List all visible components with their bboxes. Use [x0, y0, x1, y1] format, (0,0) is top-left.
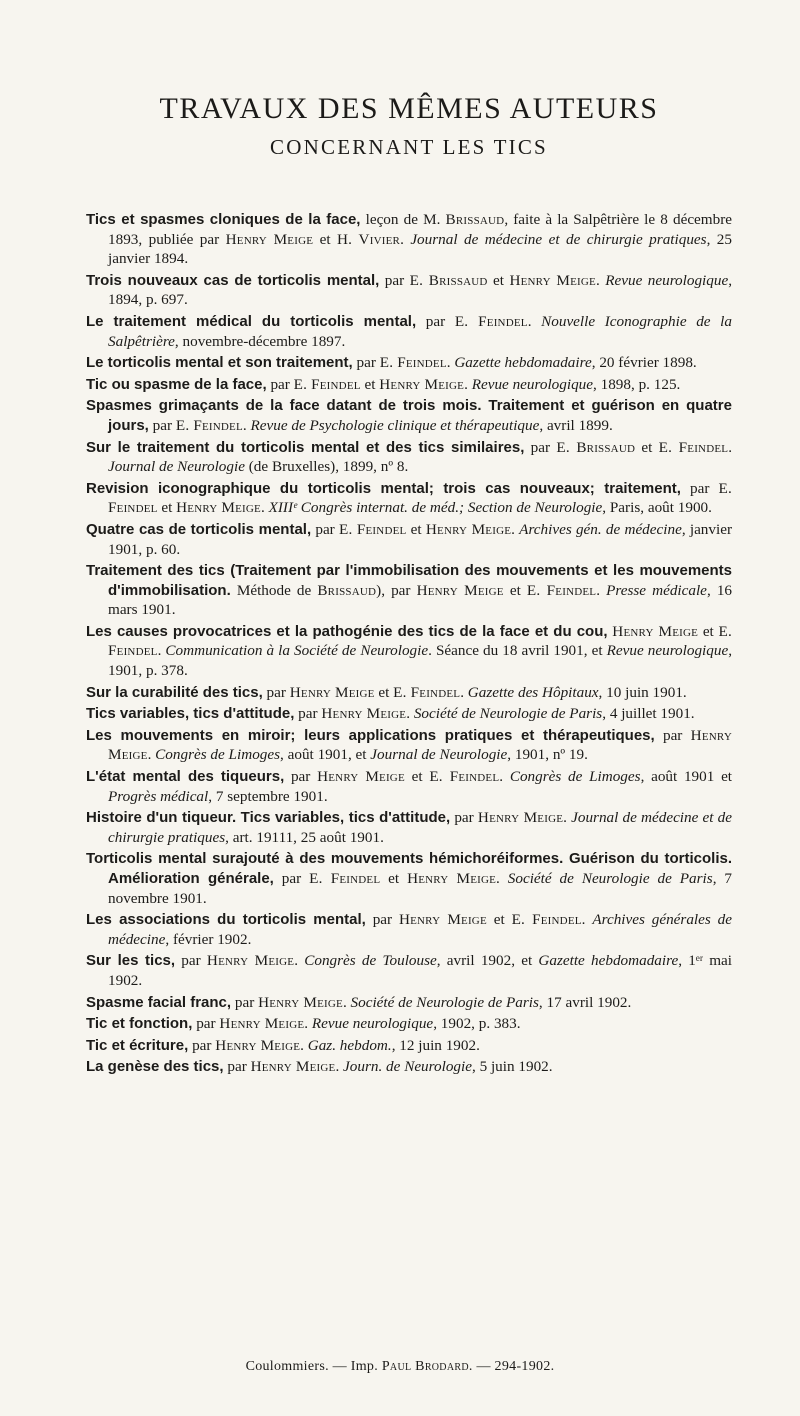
entry-author: Henry Meige	[215, 1036, 301, 1054]
entry-journal: Société de Neurologie de Paris	[507, 870, 713, 887]
entry-text: .	[460, 683, 468, 701]
entry-title: Torticolis mental surajouté à des mouvements hémichoréiformes. Guérison du torticolis. Amélioration générale,	[86, 850, 732, 887]
entry-text: , 1898, p. 125.	[593, 375, 681, 393]
entry-title: Les associations du torticolis mental,	[86, 911, 366, 929]
entry-title: Tics variables, tics d'attitude,	[86, 705, 295, 723]
entry-journal: Journal de Neurologie	[108, 458, 245, 476]
entry-text: par	[379, 271, 410, 289]
entry-author: Henry Meige	[219, 1015, 305, 1033]
entry-author: Henry Meige	[416, 581, 504, 599]
entry-journal: Gazette des Hôpitaux	[467, 683, 599, 701]
entry-text: et	[157, 499, 177, 517]
entry-text: par	[188, 1036, 216, 1054]
entry-title: Sur les tics,	[86, 952, 176, 970]
entry-author: Henry Meige	[407, 870, 497, 887]
entry-journal: Nouvelle Iconographie de la Salpêtrière	[108, 312, 732, 350]
entry-text: .	[728, 438, 732, 456]
entry-text: par	[450, 809, 478, 827]
entry-author: E. Feindel	[393, 683, 461, 701]
entry-journal: Archives générales de médecine	[108, 911, 732, 948]
entry-text: par	[231, 993, 259, 1011]
entry-journal: Congrès de Toulouse	[304, 952, 437, 970]
entry-author: Henry Meige	[289, 683, 375, 701]
entry-author: Henry Meige	[321, 705, 407, 723]
entry-text: , faite à la Salpêtrière le 8 décembre 1893, publiée par	[108, 211, 733, 248]
entry-text: et	[486, 911, 512, 929]
entry-author: E. Feindel	[108, 622, 732, 660]
entry-journal: Revue neurologique	[471, 375, 594, 393]
entry-text: , 4 juillet 1901.	[602, 705, 695, 723]
entry-text: , Paris, août 1900.	[602, 499, 712, 517]
entry-text: par	[284, 768, 318, 786]
entry-journal: Revue neurologique	[311, 1015, 434, 1033]
entry-journal: Progrès médical	[108, 787, 209, 805]
entry-author: Henry Meige	[379, 375, 465, 393]
entry-text: , avril 1899.	[539, 416, 613, 434]
entry-text: .	[260, 499, 269, 517]
bibliography-entry	[86, 561, 732, 620]
entry-text: leçon de M.	[360, 211, 446, 228]
bibliography-entry	[86, 951, 732, 990]
entry-text: .	[300, 1036, 308, 1054]
entry-text: , 12 juin 1902.	[391, 1036, 480, 1054]
bibliography-entry	[86, 375, 732, 395]
entry-title: Les causes provocatrices et la pathogénie des tics de la face et du cou,	[86, 622, 608, 640]
entry-text: et	[380, 870, 408, 887]
entry-journal: Revue de Psychologie clinique et thérapeutique	[250, 416, 540, 434]
bibliography-entry	[86, 683, 732, 703]
bibliography-entry	[86, 808, 732, 847]
entry-text: , 1902, p. 383.	[433, 1015, 521, 1033]
entry-author: Henry Meige	[425, 520, 512, 538]
entry-text: , août 1901 et	[640, 768, 733, 786]
entry-text: , février 1902.	[165, 930, 252, 948]
entry-text: et	[698, 622, 719, 640]
entry-journal: Gazette hebdomadaire	[454, 354, 592, 372]
bibliography-entry	[86, 1057, 732, 1077]
entry-author: Henry Meige	[612, 622, 699, 640]
entry-author: E. Feindel	[338, 520, 407, 538]
entry-author: E. Feindel	[108, 479, 732, 517]
entry-title: Tic et fonction,	[86, 1015, 193, 1033]
entry-text: par	[266, 375, 294, 393]
entry-author: Brissaud	[317, 581, 377, 599]
entry-text: Méthode de	[230, 581, 318, 599]
entry-text: .	[499, 768, 510, 786]
entry-author: E. Feindel	[293, 375, 361, 393]
bibliography-entry	[86, 210, 732, 269]
entry-text: , 1901, nº 19.	[507, 746, 588, 764]
entry-text: et	[635, 438, 659, 456]
entry-author: Henry Meige	[317, 768, 405, 786]
entry-journal: XIIIᵉ Congrès internat. de méd.; Section de Neurologie	[268, 499, 603, 517]
bibliography-entry	[86, 479, 732, 518]
entry-journal: Gazette hebdomadaire	[538, 952, 679, 970]
bibliography-entry	[86, 271, 732, 310]
entry-title: Spasmes grimaçants de la face datant de trois mois. Traitement et guérison en quatre jours,	[86, 397, 732, 434]
entry-author: E. Feindel	[526, 581, 597, 599]
bibliography-entry	[86, 438, 732, 477]
entry-text: , art. 19111, 25 août 1901.	[225, 828, 384, 846]
entry-text: , 25 janvier 1894.	[108, 230, 732, 268]
entry-text: .	[496, 870, 508, 887]
entry-text: , 1ᵉʳ mai 1902.	[108, 952, 733, 989]
entry-author: Henry Meige	[509, 271, 596, 289]
entry-text: .	[464, 375, 472, 393]
entry-journal: Journal de médecine et de chirurgie pratiques	[108, 809, 732, 846]
entry-title: Traitement des tics (Traitement par l'immobilisation des mouvements et les mouvements d'immobilisation.	[86, 562, 732, 599]
bibliography-list	[86, 210, 732, 1077]
imprint-printer: Paul Brodard	[381, 1359, 469, 1374]
entry-title: Les mouvements en miroir; leurs applications pratiques et thérapeutiques,	[86, 726, 655, 744]
entry-title: Quatre cas de torticolis mental,	[86, 520, 312, 538]
entry-title: Le traitement médical du torticolis mental,	[86, 312, 417, 330]
entry-text: , août 1901, et	[280, 746, 371, 764]
entry-author: E. Feindel	[658, 438, 729, 456]
bibliography-entry	[86, 312, 732, 351]
entry-text: par	[524, 438, 557, 456]
bibliography-entry	[86, 520, 732, 559]
entry-text: par	[273, 870, 310, 887]
bibliography-entry	[86, 849, 732, 908]
entry-text: par	[262, 683, 290, 701]
entry-author: E. Feindel	[429, 768, 500, 786]
entry-text: , 5 juin 1902.	[471, 1058, 553, 1076]
entry-text: .	[304, 1015, 312, 1033]
entry-author: E. Feindel	[175, 416, 243, 434]
entry-text: , 1901, p. 378.	[108, 642, 732, 680]
entry-text: .	[342, 993, 351, 1011]
entry-text: par	[311, 520, 339, 538]
entry-text: .	[147, 746, 156, 764]
entry-text: et	[313, 230, 338, 248]
entry-author: Henry Meige	[258, 993, 343, 1011]
entry-text: par	[175, 952, 207, 970]
entry-text: et	[374, 683, 394, 701]
bibliography-entry	[86, 396, 732, 435]
entry-text: , avril 1902, et	[436, 952, 539, 970]
entry-text: et	[503, 581, 527, 599]
entry-text: et	[406, 520, 426, 538]
entry-journal: Archives gén. de médecine	[519, 520, 682, 538]
entry-author: E. Brissaud	[556, 438, 636, 456]
entry-text: .	[446, 354, 455, 372]
entry-author: E. Feindel	[379, 354, 447, 372]
entry-text: , 10 juin 1901.	[598, 683, 687, 701]
bibliography-entry	[86, 353, 732, 373]
entry-author: Henry Meige	[108, 726, 732, 764]
entry-title: Sur la curabilité des tics,	[86, 683, 263, 701]
entry-text: , 17 avril 1902.	[538, 993, 632, 1011]
entry-text: par	[416, 312, 455, 330]
entry-text: par	[294, 705, 322, 723]
entry-text: , 20 février 1898.	[591, 354, 697, 372]
entry-author: Henry Meige	[250, 1058, 336, 1076]
entry-text: ), par	[376, 581, 417, 599]
entry-journal: Congrès de Limoges	[155, 746, 281, 764]
entry-author: Henry Meige	[225, 230, 314, 248]
bibliography-entry	[86, 726, 732, 765]
entry-title: L'état mental des tiqueurs,	[86, 768, 285, 786]
entry-text: , 1894, p. 697.	[108, 271, 732, 309]
entry-author: Henry Meige	[206, 952, 295, 970]
entry-journal: Communication à la Société de Neurologie	[165, 642, 429, 660]
entry-journal: Journ. de Neurologie	[343, 1058, 472, 1076]
entry-text: par	[148, 416, 176, 434]
entry-journal: Journal de médecine et de chirurgie pratiques	[410, 230, 707, 248]
entry-author: Brissaud	[445, 211, 505, 228]
entry-journal: Presse médicale	[606, 581, 707, 599]
entry-text: .	[527, 312, 542, 330]
entry-text: par	[654, 726, 691, 744]
entry-text: par	[352, 354, 380, 372]
entry-text: , janvier 1901, p. 60.	[108, 520, 733, 558]
entry-author: E. Feindel	[454, 312, 528, 330]
bibliography-entry	[86, 910, 732, 949]
entry-text: , 7 septembre 1901.	[208, 787, 328, 805]
entry-journal: Congrès de Limoges	[509, 768, 641, 786]
entry-title: Le torticolis mental et son traitement,	[86, 354, 353, 372]
entry-text: .	[406, 705, 414, 723]
entry-author: H. Vivier	[337, 230, 401, 248]
entry-text: .	[335, 1058, 344, 1076]
entry-text: .	[400, 230, 411, 248]
entry-text: .	[595, 271, 606, 289]
page-subtitle: CONCERNANT LES TICS	[270, 135, 548, 159]
entry-journal: Société de Neurologie de Paris	[350, 993, 539, 1011]
entry-text: . Séance du 18 avril 1901, et	[428, 642, 607, 660]
entry-text: .	[596, 581, 607, 599]
entry-title: Tic et écriture,	[86, 1036, 189, 1054]
printer-imprint	[0, 1359, 800, 1375]
entry-title: Trois nouveaux cas de torticolis mental,	[86, 271, 380, 289]
entry-author: E. Feindel	[511, 911, 582, 929]
entry-text: .	[157, 642, 166, 660]
entry-journal: Journal de Neurologie	[370, 746, 508, 764]
entry-title: Sur le traitement du torticolis mental et des tics similaires,	[86, 438, 525, 456]
entry-text: par	[680, 479, 719, 497]
entry-text: et	[360, 375, 380, 393]
entry-text: .	[563, 809, 572, 827]
entry-text: par	[223, 1058, 251, 1076]
entry-journal: Revue neurologique	[605, 271, 729, 289]
entry-author: Henry Meige	[398, 911, 487, 929]
entry-text: .	[581, 911, 593, 929]
entry-author: E. Brissaud	[409, 271, 488, 289]
entry-title: Tics et spasmes cloniques de la face,	[86, 211, 361, 228]
imprint-place: Coulommiers. — Imp.	[245, 1359, 382, 1374]
entry-title: Histoire d'un tiqueur. Tics variables, tics d'attitude,	[86, 809, 451, 827]
entry-text: .	[294, 952, 305, 970]
entry-author: Henry Meige	[176, 499, 261, 517]
entry-text: , 7 novembre 1901.	[108, 870, 733, 907]
entry-text: par	[192, 1015, 220, 1033]
entry-title: Tic ou spasme de la face,	[86, 375, 267, 393]
bibliography-entry	[86, 704, 732, 724]
entry-text: .	[242, 416, 251, 434]
entry-title: Spasme facial franc,	[86, 993, 232, 1011]
entry-text: et	[487, 271, 510, 289]
entry-text: , 16 mars 1901.	[108, 581, 733, 619]
bibliography-entry	[86, 993, 732, 1013]
entry-title: Revision iconographique du torticolis mental; trois cas nouveaux; traitement,	[86, 479, 681, 497]
entry-title: La genèse des tics,	[86, 1058, 224, 1076]
page-title: TRAVAUX DES MÊMES AUTEURS	[159, 92, 659, 125]
imprint-code: . — 294-1902.	[468, 1359, 555, 1374]
entry-text: par	[365, 911, 399, 929]
entry-text: (de Bruxelles), 1899, nº 8.	[244, 458, 409, 476]
bibliography-entry	[86, 1036, 732, 1056]
bibliography-entry	[86, 622, 732, 681]
entry-author: E. Feindel	[309, 870, 381, 887]
entry-journal: Société de Neurologie de Paris	[413, 705, 603, 723]
bibliography-entry	[86, 767, 732, 806]
entry-text: .	[511, 520, 520, 538]
entry-journal: Gaz. hebdom.	[307, 1036, 392, 1054]
entry-text: et	[404, 768, 430, 786]
entry-author: Henry Meige	[477, 809, 564, 827]
bibliography-entry	[86, 1014, 732, 1034]
entry-text: , novembre-décembre 1897.	[174, 332, 346, 350]
entry-journal: Revue neurologique	[606, 642, 729, 660]
